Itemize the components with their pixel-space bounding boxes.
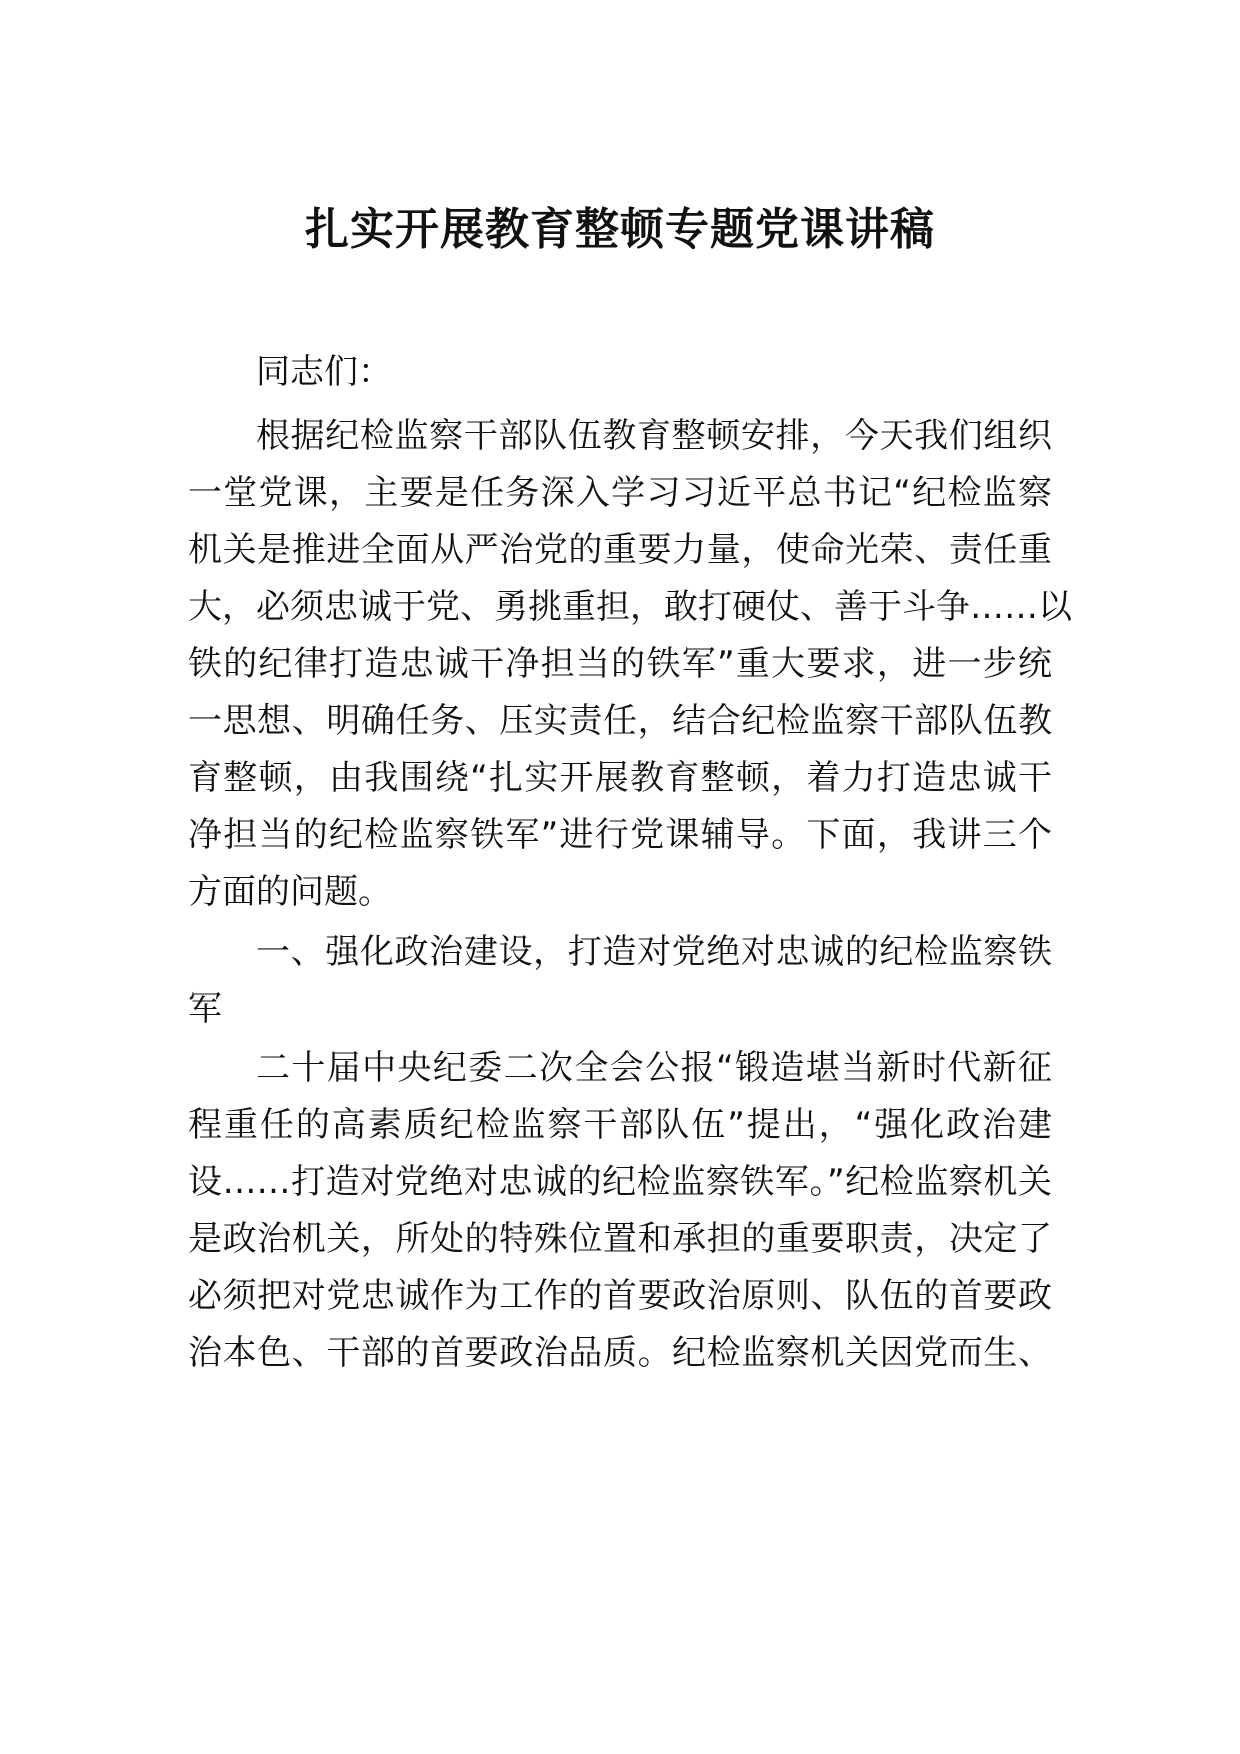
body-line: 方面的问题。 <box>188 872 392 912</box>
body-line: 是政治机关，所处的特殊位置和承担的重要职责，决定了 <box>188 1219 1052 1259</box>
body-line: 机关是推进全面从严治党的重要力量，使命光荣、责任重 <box>188 530 1052 570</box>
salutation-line: 同志们： <box>256 352 392 392</box>
body-line: 一思想、明确任务、压实责任，结合纪检监察干部队伍教 <box>188 701 1052 741</box>
body-line: 净担当的纪检监察铁军”进行党课辅导。下面，我讲三个 <box>188 815 1052 855</box>
body-line: 根据纪检监察干部队伍教育整顿安排，今天我们组织 <box>256 416 1052 456</box>
section-heading-line: 一、强化政治建设，打造对党绝对忠诚的纪检监察铁 <box>256 932 1052 972</box>
body-line: 大，必须忠诚于党、勇挑重担，敢打硬仗、善于斗争……以 <box>188 587 1072 627</box>
body-line: 育整顿，由我围绕“扎实开展教育整顿，着力打造忠诚干 <box>188 758 1052 798</box>
body-line: 铁的纪律打造忠诚干净担当的铁军”重大要求，进一步统 <box>188 644 1052 684</box>
document-title: 扎实开展教育整顿专题党课讲稿 <box>305 204 935 255</box>
section-heading-line: 军 <box>188 989 222 1029</box>
body-line: 必须把对党忠诚作为工作的首要政治原则、队伍的首要政 <box>188 1276 1052 1316</box>
body-line: 设……打造对党绝对忠诚的纪检监察铁军。”纪检监察机关 <box>188 1162 1052 1202</box>
body-line: 治本色、干部的首要政治品质。纪检监察机关因党而生、 <box>188 1333 1052 1373</box>
body-line: 一堂党课，主要是任务深入学习习近平总书记“纪检监察 <box>188 473 1052 513</box>
body-line: 二十届中央纪委二次全会公报“锻造堪当新时代新征 <box>256 1048 1052 1088</box>
body-line: 程重任的高素质纪检监察干部队伍”提出，“强化政治建 <box>188 1105 1052 1145</box>
